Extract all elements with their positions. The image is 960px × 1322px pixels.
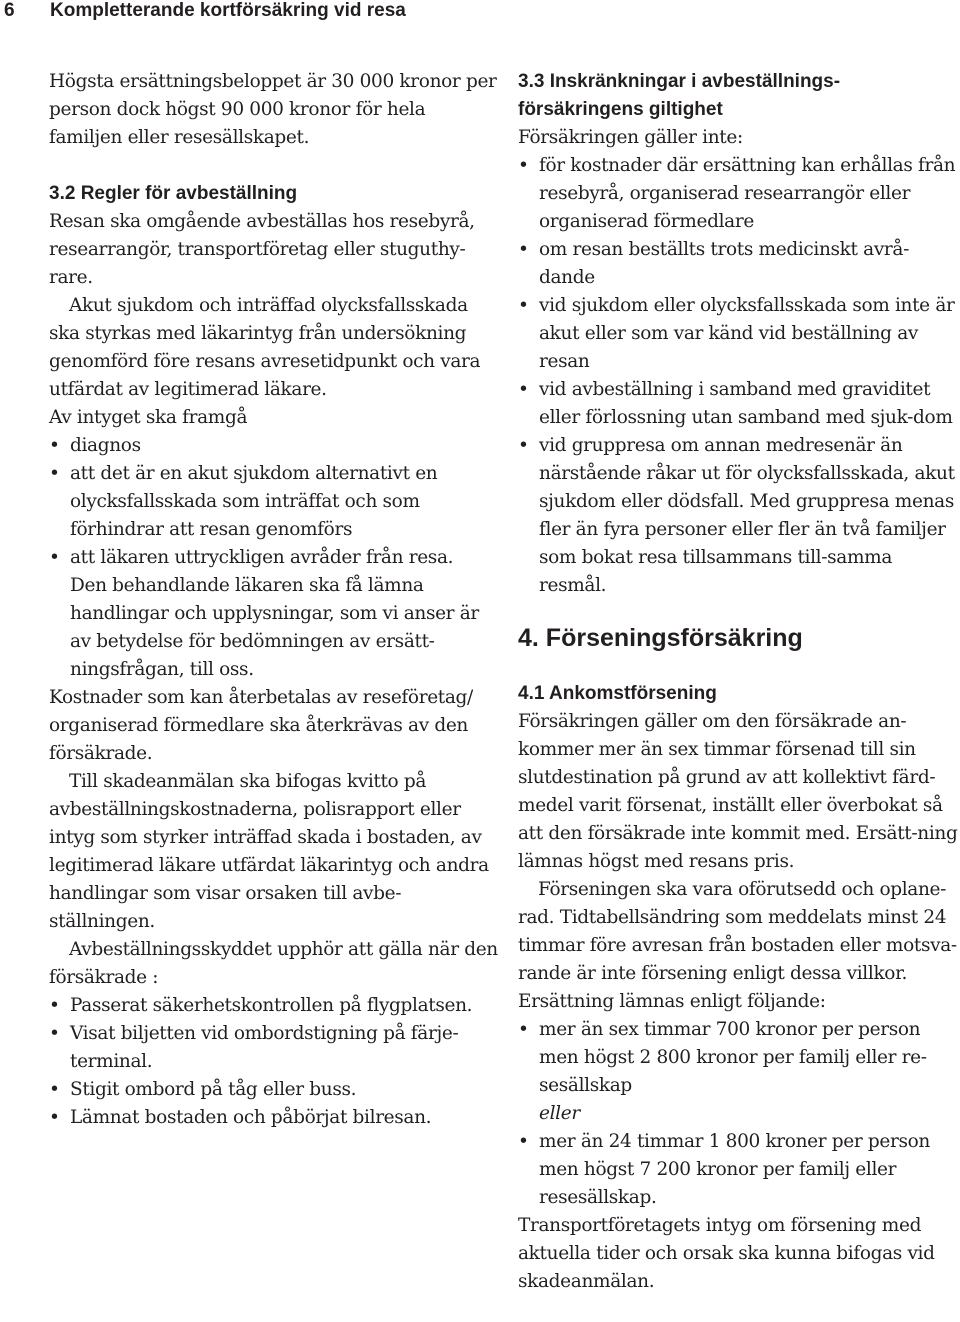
section-3-3-paragraph-1: Försäkringen gäller inte: [518, 127, 743, 148]
list-item: • Stigit ombord på tåg eller buss. [49, 1076, 501, 1104]
right-column [518, 68, 960, 1296]
certificate-requirements-list [49, 432, 501, 572]
list-item: • vid gruppresa om annan medresenär än närstående råkar ut för olycksfallsskada, akut sjukdom eller dödsfall. Med gruppresa menas fler än fyra personer eller fler än två familjer som bokat resa tillsammans till-samma resmål. [518, 432, 960, 600]
list-item: • för kostnader där ersättning kan erhållas från resebyrå, organiserad researrangör eller organiserad förmedlare [518, 152, 960, 236]
list-item: • Lämnat bostaden och påbörjat bilresan. [49, 1104, 501, 1132]
coverage-end-list [49, 992, 501, 1132]
list-item: • om resan beställts trots medicinskt avrå-dande [518, 236, 960, 292]
list-item: • att läkaren uttryckligen avråder från resa. [49, 544, 501, 572]
intro-paragraph: Högsta ersättningsbeloppet är 30 000 kronor per person dock högst 90 000 kronor för hela familjen eller resesällskapet. [49, 71, 497, 148]
section-3-2-paragraph-4: Den behandlande läkaren ska få lämna handlingar och upplysningar, som vi anser är av betydelse för bedömningen av ersätt-ningsfrågan, till oss. [70, 575, 479, 680]
section-3-2-paragraph-7: Avbeställningsskyddet upphör att gälla när den försäkrade : [49, 939, 498, 988]
section-4-1-paragraph-4: Transportföretagets intyg om försening med aktuella tider och orsak ska kunna bifogas vid skadeanmälan. [518, 1215, 935, 1292]
exclusions-list [518, 152, 960, 600]
section-4-1-paragraph-3: Ersättning lämnas enligt följande: [518, 991, 826, 1012]
section-4-heading: 4. Förseningsförsäkring [518, 624, 803, 652]
list-item: • Visat biljetten vid ombordstigning på färje-terminal. [49, 1020, 501, 1076]
compensation-item-1: mer än sex timmar 700 kronor per person men högst 2 800 kronor per familj eller re-sesällskap [539, 1019, 927, 1096]
section-3-2-heading: 3.2 Regler för avbeställning [49, 183, 298, 204]
page-number: 6 [4, 0, 15, 21]
section-3-2-paragraph-5: Kostnader som kan återbetalas av reseföretag/ organiserad förmedlare ska återkrävas av den försäkrade. [49, 687, 473, 764]
section-3-2-paragraph-6: Till skadeanmälan ska bifogas kvitto på avbeställningskostnaderna, polisrapport eller intyg som styrker inträffad skada i bostaden, av legitimerad läkare utfärdat läkarintyg och andra handlingar som visar orsaken till avbe-ställningen. [49, 771, 489, 932]
list-item: • vid avbeställning i samband med graviditet eller förlossning utan samband med sjuk-dom [518, 376, 960, 432]
or-text: eller [539, 1103, 580, 1124]
section-4-1-paragraph-2: Förseningen ska vara oförutsedd och oplane-rad. Tidtabellsändring som meddelats minst 24 timmar före avresan från bostaden eller motsva-rande är inte försening enligt dessa villkor. [518, 879, 957, 984]
list-item: • att det är en akut sjukdom alternativt en olycksfallsskada som inträffat och som förhindrar att resan genomförs [49, 460, 501, 544]
section-3-3-heading: 3.3 Inskränkningar i avbeställnings-försäkringens giltighet [518, 71, 841, 120]
list-item: • vid sjukdom eller olycksfallsskada som inte är akut eller som var känd vid beställning av resan [518, 292, 960, 376]
section-3-2-paragraph-1: Resan ska omgående avbeställas hos resebyrå, researrangör, transportföretag eller stuguthy-rare. [49, 211, 475, 288]
page-title: Kompletterande kortförsäkring vid resa [50, 0, 406, 21]
section-3-2-paragraph-3: Av intyget ska framgå [49, 407, 248, 428]
left-column [49, 68, 501, 1132]
section-4-1-paragraph-1: Försäkringen gäller om den försäkrade an-kommer mer än sex timmar försenad till sin slutdestination på grund av att kollektivt färd-medel varit försenat, inställt eller överbokat så att den försäkrade inte kommit med. Ersätt-ning lämnas högst med resans pris. [518, 711, 958, 872]
compensation-list [518, 1016, 960, 1212]
list-item: • mer än 24 timmar 1 800 kroner per person men högst 7 200 kronor per familj eller resesällskap. [518, 1128, 960, 1212]
list-item: • diagnos [49, 432, 501, 460]
page-header [0, 0, 960, 22]
section-3-2-paragraph-2: Akut sjukdom och inträffad olycksfallsskada ska styrkas med läkarintyg från undersökning genomförd före resans avresetidpunkt och vara utfärdat av legitimerad läkare. [49, 295, 481, 400]
section-4-1-heading: 4.1 Ankomstförsening [518, 683, 717, 704]
list-item: • Passerat säkerhetskontrollen på flygplatsen. [49, 992, 501, 1020]
list-item [518, 1016, 960, 1128]
